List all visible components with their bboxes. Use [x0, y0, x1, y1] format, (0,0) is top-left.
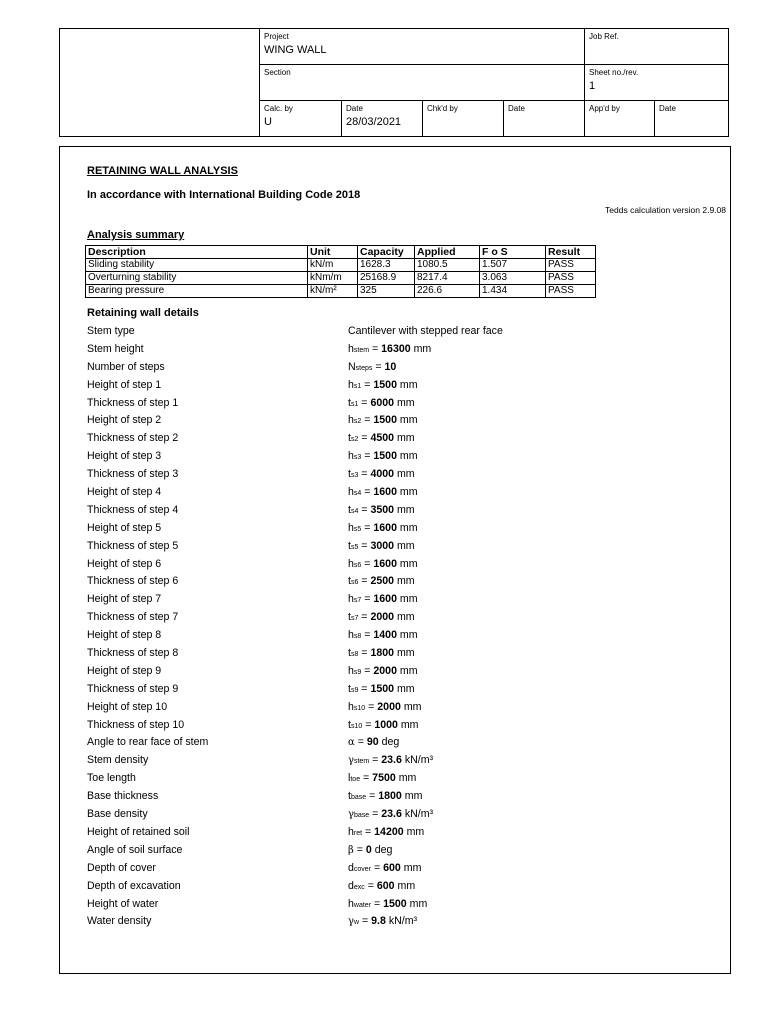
table-row [86, 259, 596, 272]
detail-label: Height of step 6 [87, 557, 162, 570]
detail-label: Height of step 7 [87, 593, 162, 606]
column-header: Capacity [358, 246, 415, 259]
detail-subscript: stem [353, 346, 370, 354]
details-list [87, 323, 717, 931]
detail-unit: mm [399, 664, 418, 677]
detail-number: 16300 [381, 342, 411, 355]
detail-symbol: h [348, 664, 354, 677]
detail-label: Water density [87, 915, 152, 928]
sheet-cell [584, 65, 728, 100]
detail-symbol: h [348, 342, 354, 355]
detail-unit: mm [399, 521, 418, 534]
detail-symbol: t [348, 503, 351, 516]
detail-symbol: d [348, 861, 354, 874]
table-cell: PASS [546, 259, 596, 272]
detail-subscript: s6 [350, 579, 359, 587]
detail-number: 0 [365, 843, 372, 856]
detail-row [87, 717, 717, 735]
detail-number: 1500 [370, 682, 395, 695]
detail-number: 1600 [373, 486, 397, 499]
detail-value: hstem = 16300 mm [348, 342, 432, 355]
project-cell [259, 29, 584, 64]
detail-value: Nsteps = 10 [348, 360, 397, 373]
detail-value [348, 323, 503, 341]
detail-symbol: h [348, 486, 354, 499]
detail-value: γstem = 23.6 kN/m³ [348, 754, 434, 767]
detail-unit: mm [399, 378, 418, 391]
detail-subscript: s2 [353, 418, 362, 426]
detail-row [87, 395, 717, 413]
detail-symbol: t [348, 647, 351, 660]
detail-row [87, 430, 717, 448]
detail-symbol: h [348, 414, 354, 427]
detail-row [87, 734, 717, 752]
detail-label: Stem type [87, 325, 135, 337]
detail-value: hs5 = 1600 mm [348, 521, 418, 534]
detail-value: ts2 = 4500 mm [348, 432, 415, 445]
detail-value: hs9 = 2000 mm [348, 664, 418, 677]
detail-subscript: cover [353, 865, 372, 873]
detail-row [87, 878, 717, 896]
table-cell: 1080.5 [415, 259, 480, 272]
date-value: 28/03/2021 [346, 116, 402, 128]
detail-subscript: s1 [353, 382, 362, 390]
table-cell: 1628.3 [358, 259, 415, 272]
detail-unit: mm [396, 468, 415, 481]
detail-value: α = 90 deg [348, 736, 400, 749]
detail-symbol: h [348, 897, 354, 910]
sheet-value: 1 [589, 80, 596, 92]
detail-row [87, 860, 717, 878]
detail-value: hs8 = 1400 mm [348, 629, 418, 642]
table-cell: 3.063 [480, 272, 546, 285]
detail-label: Height of retained soil [87, 825, 190, 838]
detail-unit: mm [399, 629, 418, 642]
table-cell: 226.6 [415, 285, 480, 298]
table-cell: Bearing pressure [86, 285, 308, 298]
detail-row [87, 913, 717, 931]
detail-row [87, 591, 717, 609]
detail-value: hs1 = 1500 mm [348, 378, 418, 391]
detail-number: 14200 [374, 825, 404, 838]
column-header: Applied [415, 246, 480, 259]
detail-unit: mm [396, 575, 415, 588]
column-header: F o S [480, 246, 546, 259]
detail-unit: mm [396, 432, 415, 445]
detail-label: Depth of cover [87, 861, 156, 874]
detail-symbol: d [348, 879, 354, 892]
detail-row [87, 466, 717, 484]
detail-label: Height of step 8 [87, 629, 162, 642]
detail-number: 3000 [370, 539, 395, 552]
detail-subscript: s3 [350, 472, 359, 480]
table-cell: Sliding stability [86, 259, 308, 272]
detail-label: Thickness of step 2 [87, 432, 179, 445]
detail-symbol: α [348, 737, 355, 749]
detail-unit: mm [400, 718, 419, 731]
chkd-by-label: Chk'd by [427, 104, 458, 113]
detail-number: 10 [384, 360, 397, 373]
detail-symbol: h [348, 521, 354, 534]
detail-symbol: t [348, 539, 351, 552]
detail-label: Height of step 5 [87, 521, 162, 534]
detail-number: 1600 [373, 521, 397, 534]
detail-subscript: w [353, 919, 360, 927]
detail-label: Angle of soil surface [87, 843, 183, 856]
detail-unit: mm [396, 539, 415, 552]
detail-value: hwater = 1500 mm [348, 897, 428, 910]
calculation-sheet [59, 146, 731, 974]
project-label: Project [264, 32, 289, 41]
chkd-by-cell [422, 101, 503, 136]
table-header-row [86, 246, 596, 259]
detail-row [87, 663, 717, 681]
detail-subscript: base [353, 812, 370, 820]
detail-label: Thickness of step 3 [87, 468, 179, 481]
detail-unit: mm [396, 611, 415, 624]
detail-row [87, 627, 717, 645]
table-cell: 8217.4 [415, 272, 480, 285]
calc-by-cell [259, 101, 341, 136]
detail-value: ts1 = 6000 mm [348, 396, 415, 409]
column-header: Description [86, 246, 308, 259]
version-note: Tedds calculation version 2.9.08 [605, 205, 726, 215]
detail-symbol: t [348, 468, 351, 481]
detail-row [87, 556, 717, 574]
detail-number: 90 [366, 736, 379, 749]
detail-unit: kN/m³ [404, 754, 434, 767]
detail-label: Height of water [87, 897, 159, 910]
project-value: WING WALL [264, 44, 327, 56]
appd-date-label: Date [659, 104, 676, 113]
detail-value: ts4 = 3500 mm [348, 503, 415, 516]
detail-symbol: h [348, 700, 354, 713]
detail-number: 1800 [378, 790, 402, 803]
detail-text: Cantilever with stepped rear face [348, 325, 503, 337]
detail-row [87, 770, 717, 788]
detail-symbol: β [348, 844, 354, 856]
detail-row [87, 359, 717, 377]
section-cell [259, 65, 584, 100]
detail-unit: mm [413, 342, 432, 355]
detail-value: hs7 = 1600 mm [348, 593, 418, 606]
detail-symbol: t [348, 575, 351, 588]
detail-number: 2000 [377, 700, 401, 713]
detail-row [87, 609, 717, 627]
table-row [86, 272, 596, 285]
detail-value: hret = 14200 mm [348, 825, 425, 838]
detail-row [87, 645, 717, 663]
detail-row [87, 502, 717, 520]
detail-unit: mm [399, 414, 418, 427]
detail-unit: mm [399, 557, 418, 570]
detail-subscript: s1 [350, 400, 359, 408]
detail-symbol: γ [348, 916, 354, 928]
detail-symbol: t [348, 718, 351, 731]
detail-value: hs2 = 1500 mm [348, 414, 418, 427]
section-label: Section [264, 68, 291, 77]
detail-number: 1500 [383, 897, 407, 910]
detail-value: ltoe = 7500 mm [348, 772, 417, 785]
detail-number: 9.8 [371, 915, 386, 928]
detail-symbol: h [348, 378, 354, 391]
detail-label: Thickness of step 8 [87, 647, 179, 660]
detail-label: Depth of excavation [87, 879, 181, 892]
detail-unit: mm [403, 861, 422, 874]
detail-number: 1600 [373, 557, 397, 570]
detail-subscript: s3 [353, 454, 362, 462]
detail-symbol: t [348, 432, 351, 445]
appd-by-cell [584, 101, 654, 136]
table-cell: kNm/m [308, 272, 358, 285]
detail-subscript: toe [350, 776, 361, 784]
detail-symbol: h [348, 825, 354, 838]
detail-subscript: base [350, 794, 367, 802]
detail-row [87, 412, 717, 430]
detail-symbol: h [348, 450, 354, 463]
detail-row [87, 699, 717, 717]
detail-unit: deg [381, 736, 400, 749]
detail-subscript: exc [353, 883, 365, 891]
detail-subscript: ret [353, 829, 363, 837]
detail-subscript: s4 [353, 490, 362, 498]
table-cell: PASS [546, 285, 596, 298]
detail-symbol: t [348, 611, 351, 624]
detail-number: 2000 [370, 611, 395, 624]
detail-value: γbase = 23.6 kN/m³ [348, 808, 434, 821]
table-cell: Overturning stability [86, 272, 308, 285]
detail-subscript: s7 [350, 615, 359, 623]
detail-value: γw = 9.8 kN/m³ [348, 915, 418, 928]
chkd-date-label: Date [508, 104, 525, 113]
detail-symbol: γ [348, 809, 354, 821]
detail-unit: mm [396, 682, 415, 695]
detail-number: 1500 [373, 378, 397, 391]
detail-row [87, 788, 717, 806]
detail-number: 4000 [370, 468, 395, 481]
detail-label: Thickness of step 7 [87, 611, 179, 624]
detail-symbol: h [348, 557, 354, 570]
detail-value: ts10 = 1000 mm [348, 718, 419, 731]
summary-title: Analysis summary [87, 229, 185, 241]
detail-row [87, 520, 717, 538]
details-title: Retaining wall details [87, 307, 199, 319]
detail-value: ts3 = 4000 mm [348, 468, 415, 481]
detail-label: Height of step 2 [87, 414, 162, 427]
detail-value: ts8 = 1800 mm [348, 647, 415, 660]
detail-label: Thickness of step 1 [87, 396, 179, 409]
detail-number: 4500 [370, 432, 395, 445]
detail-symbol: h [348, 593, 354, 606]
calc-by-label: Calc. by [264, 104, 293, 113]
detail-row [87, 323, 717, 341]
detail-label: Number of steps [87, 360, 165, 373]
detail-value: hs4 = 1600 mm [348, 486, 418, 499]
detail-label: Toe length [87, 772, 136, 785]
detail-label: Height of step 9 [87, 664, 162, 677]
detail-symbol: γ [348, 755, 354, 767]
detail-value: ts7 = 2000 mm [348, 611, 415, 624]
detail-label: Height of step 1 [87, 378, 162, 391]
detail-number: 2000 [373, 664, 397, 677]
detail-unit: mm [403, 700, 422, 713]
detail-unit: mm [396, 396, 415, 409]
document-subtitle: In accordance with International Building Code 2018 [87, 189, 361, 201]
detail-symbol: l [348, 772, 351, 785]
detail-subscript: s10 [350, 722, 363, 730]
sheet-label: Sheet no./rev. [589, 68, 639, 77]
detail-row [87, 752, 717, 770]
detail-row [87, 824, 717, 842]
detail-subscript: s5 [353, 525, 362, 533]
detail-label: Thickness of step 5 [87, 539, 179, 552]
job-ref-cell [584, 29, 728, 64]
detail-symbol: t [348, 682, 351, 695]
appd-by-label: App'd by [589, 104, 620, 113]
detail-subscript: s5 [350, 543, 359, 551]
analysis-summary-table [85, 245, 596, 298]
detail-value: dexc = 600 mm [348, 879, 416, 892]
detail-label: Angle to rear face of stem [87, 736, 209, 749]
table-cell: 1.507 [480, 259, 546, 272]
detail-label: Height of step 3 [87, 450, 162, 463]
table-cell: PASS [546, 272, 596, 285]
detail-number: 600 [376, 879, 395, 892]
detail-unit: deg [374, 843, 393, 856]
detail-subscript: stem [353, 758, 370, 766]
detail-label: Thickness of step 10 [87, 718, 185, 731]
chkd-date-cell [503, 101, 584, 136]
detail-subscript: s6 [353, 561, 362, 569]
detail-unit: mm [397, 879, 416, 892]
detail-number: 1000 [374, 718, 398, 731]
detail-unit: mm [409, 897, 428, 910]
detail-row [87, 573, 717, 591]
detail-number: 1500 [373, 414, 397, 427]
detail-unit: mm [404, 790, 423, 803]
detail-row [87, 377, 717, 395]
detail-symbol: t [348, 396, 351, 409]
detail-label: Thickness of step 6 [87, 575, 179, 588]
detail-symbol: t [348, 790, 351, 803]
detail-label: Thickness of step 9 [87, 682, 179, 695]
table-cell: 325 [358, 285, 415, 298]
detail-unit: mm [406, 825, 425, 838]
detail-symbol: N [348, 360, 356, 373]
detail-value: dcover = 600 mm [348, 861, 422, 874]
detail-row [87, 806, 717, 824]
detail-number: 1800 [370, 647, 395, 660]
detail-label: Height of step 4 [87, 486, 162, 499]
date-label: Date [346, 104, 363, 113]
detail-number: 3500 [370, 503, 395, 516]
detail-row [87, 341, 717, 359]
calc-by-value: U [264, 116, 272, 128]
detail-value: hs10 = 2000 mm [348, 700, 422, 713]
detail-label: Height of step 10 [87, 700, 168, 713]
detail-row [87, 538, 717, 556]
detail-number: 7500 [372, 772, 396, 785]
table-cell: 25168.9 [358, 272, 415, 285]
detail-value: ts6 = 2500 mm [348, 575, 415, 588]
detail-row [87, 484, 717, 502]
detail-unit: mm [396, 647, 415, 660]
detail-value: hs6 = 1600 mm [348, 557, 418, 570]
detail-label: Base thickness [87, 790, 159, 803]
detail-unit: kN/m³ [404, 808, 434, 821]
detail-label: Base density [87, 808, 148, 821]
detail-subscript: water [353, 901, 372, 909]
table-row [86, 285, 596, 298]
detail-number: 1500 [373, 450, 397, 463]
detail-value: tbase = 1800 mm [348, 790, 423, 803]
detail-row [87, 448, 717, 466]
detail-label: Thickness of step 4 [87, 503, 179, 516]
detail-row [87, 896, 717, 914]
detail-unit: mm [399, 593, 418, 606]
detail-unit: mm [399, 450, 418, 463]
job-ref-label: Job Ref. [589, 32, 619, 41]
detail-subscript: s8 [353, 633, 362, 641]
detail-number: 23.6 [381, 754, 402, 767]
date-cell [341, 101, 422, 136]
detail-value: β = 0 deg [348, 843, 393, 856]
detail-subscript: s10 [353, 704, 366, 712]
column-header: Result [546, 246, 596, 259]
detail-label: Stem height [87, 342, 144, 355]
detail-row [87, 681, 717, 699]
table-cell: kN/m² [308, 285, 358, 298]
detail-number: 2500 [370, 575, 395, 588]
detail-subscript: s7 [353, 597, 362, 605]
table-cell: kN/m [308, 259, 358, 272]
document-title: RETAINING WALL ANALYSIS [87, 165, 238, 177]
detail-subscript: steps [355, 364, 373, 372]
detail-subscript: s9 [350, 686, 359, 694]
detail-value: ts5 = 3000 mm [348, 539, 415, 552]
detail-number: 600 [383, 861, 401, 874]
detail-row [87, 842, 717, 860]
detail-unit: mm [396, 503, 415, 516]
detail-number: 1600 [373, 593, 397, 606]
detail-unit: mm [398, 772, 417, 785]
appd-date-cell [654, 101, 728, 136]
detail-number: 23.6 [381, 808, 402, 821]
detail-value: ts9 = 1500 mm [348, 682, 415, 695]
detail-subscript: s4 [350, 507, 359, 515]
detail-symbol: h [348, 629, 354, 642]
detail-subscript: s8 [350, 651, 359, 659]
title-block [59, 28, 729, 137]
detail-subscript: s2 [350, 436, 359, 444]
detail-value: hs3 = 1500 mm [348, 450, 418, 463]
detail-number: 1400 [373, 629, 397, 642]
detail-subscript: s9 [353, 668, 362, 676]
column-header: Unit [308, 246, 358, 259]
detail-unit: mm [399, 486, 418, 499]
detail-number: 6000 [370, 396, 395, 409]
detail-label: Stem density [87, 754, 149, 767]
table-cell: 1.434 [480, 285, 546, 298]
detail-unit: kN/m³ [388, 915, 418, 928]
